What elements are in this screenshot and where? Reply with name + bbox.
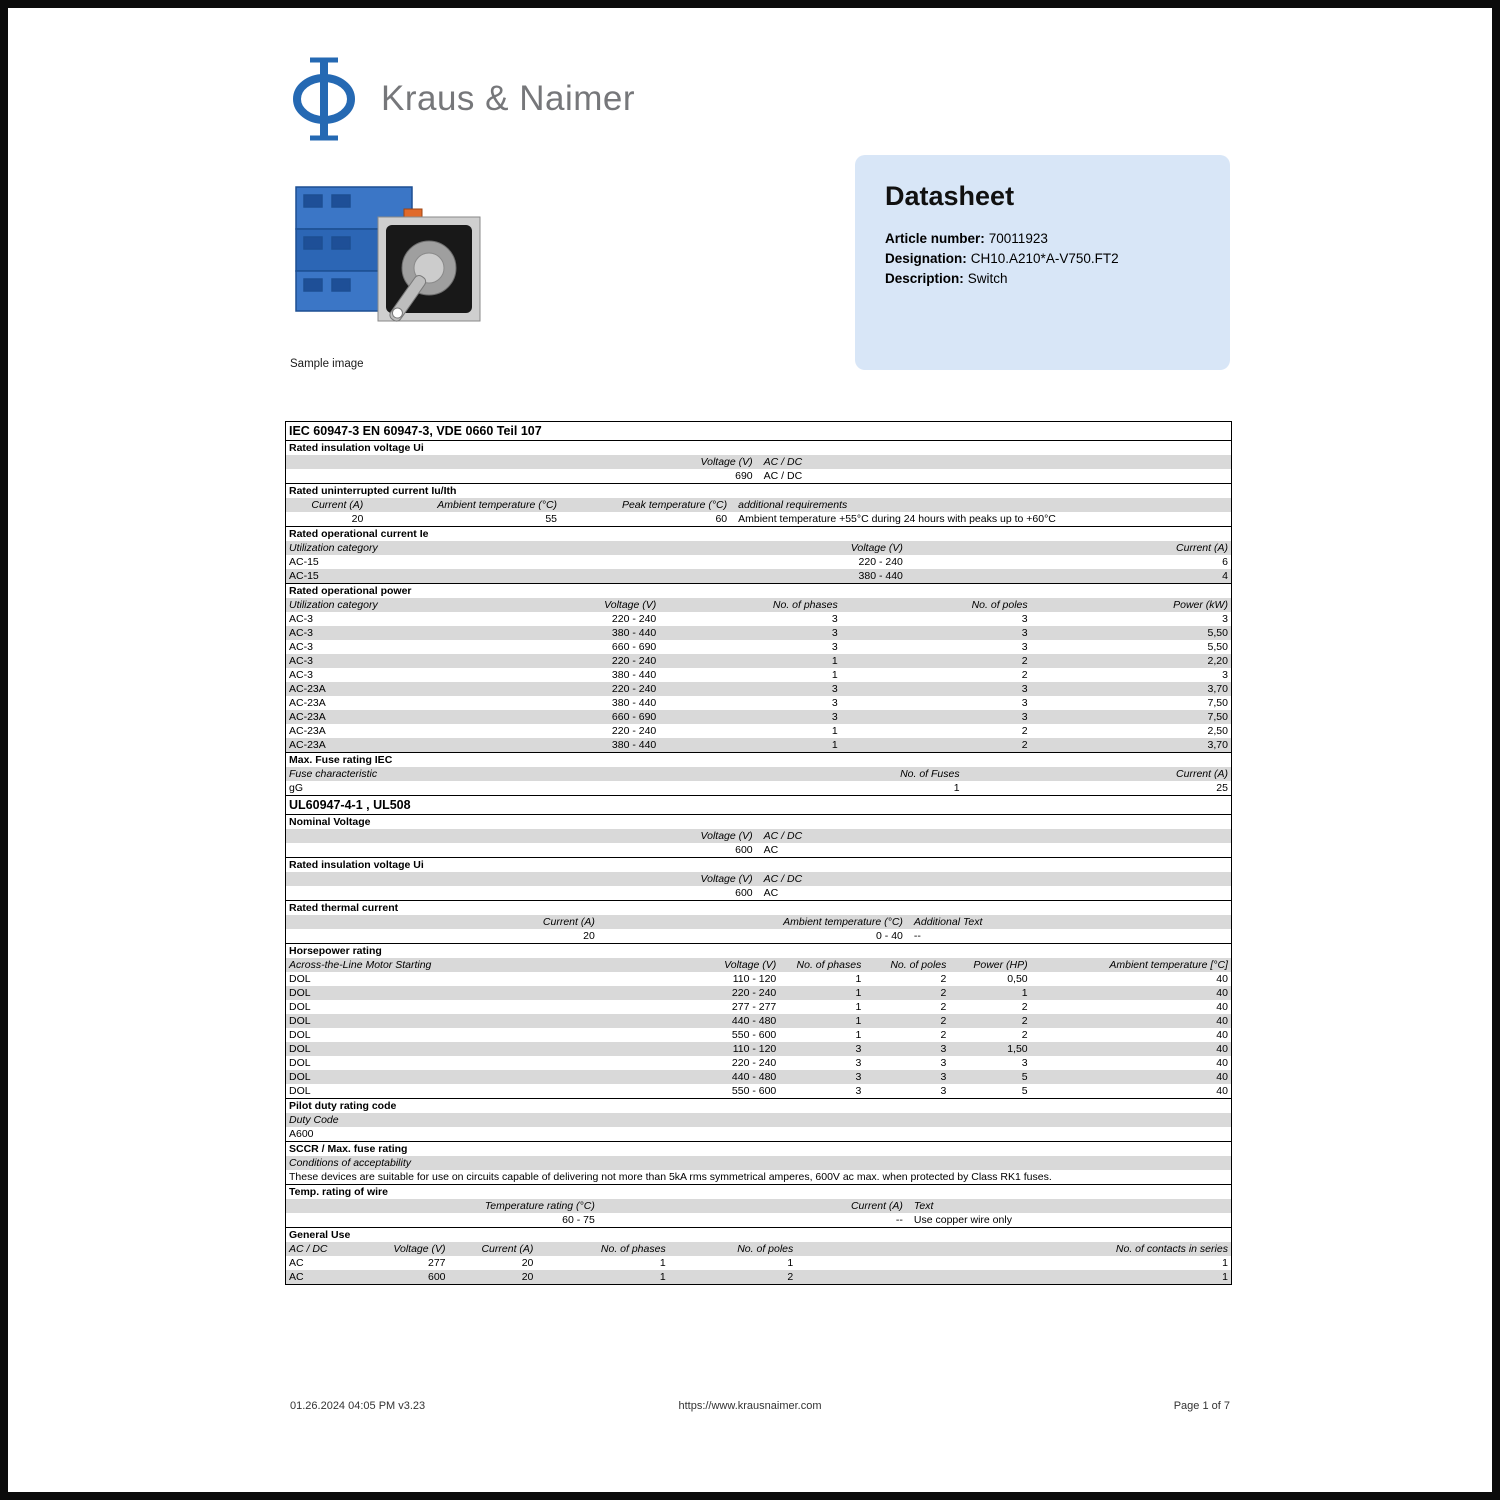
cell: 5,50 (1207, 641, 1228, 653)
cell: Utilization category (289, 542, 378, 554)
cell: 2 (1021, 1015, 1028, 1027)
section-title-row (286, 1098, 1231, 1113)
field-label: Designation: (885, 251, 967, 266)
cell: 7,50 (1207, 697, 1228, 709)
cell: 3 (940, 1043, 947, 1055)
table-row (286, 469, 1231, 483)
cell: 25 (1216, 782, 1228, 794)
cell: No. of Fuses (900, 768, 960, 780)
section-title-row (286, 900, 1231, 915)
cell: 380 - 440 (858, 570, 903, 582)
cell: 40 (1216, 1001, 1228, 1013)
table-row (286, 1213, 1231, 1227)
cell: AC-3 (289, 641, 313, 653)
cell: 3 (1021, 711, 1028, 723)
table-row (286, 1056, 1231, 1070)
cell: 1 (855, 1015, 862, 1027)
cell: 3 (831, 711, 838, 723)
cell: 3,70 (1207, 683, 1228, 695)
cell: 0 - 40 (876, 930, 903, 942)
section-title-row (286, 440, 1231, 455)
cell: 1 (787, 1257, 794, 1269)
cell: AC-23A (289, 725, 326, 737)
cell: 220 - 240 (858, 556, 903, 568)
cell: Ambient temperature [°C] (1109, 959, 1228, 971)
cell: 660 - 690 (611, 711, 657, 723)
cell: General Use (289, 1229, 351, 1241)
cell: 3 (831, 697, 838, 709)
table-row (286, 986, 1231, 1000)
cell: Horsepower rating (289, 945, 382, 957)
cell: AC-3 (289, 669, 313, 681)
column-header-row (286, 455, 1231, 469)
cell: 40 (1216, 1015, 1228, 1027)
table-row (286, 843, 1231, 857)
column-header-row (286, 498, 1231, 512)
cell: 220 - 240 (611, 683, 657, 695)
cell: 1 (855, 987, 862, 999)
section-title-row (286, 752, 1231, 767)
table-row (286, 781, 1231, 795)
cell: DOL (289, 1001, 311, 1013)
cell: 660 - 690 (611, 641, 657, 653)
cell: Fuse characteristic (289, 768, 378, 780)
cell: 600 (428, 1271, 446, 1283)
cell: 1 (831, 739, 838, 751)
cell: AC / DC (763, 830, 803, 842)
page-footer (8, 1400, 1492, 1416)
table-row (286, 696, 1231, 710)
cell: AC (289, 1271, 304, 1283)
cell: Voltage (V) (393, 1243, 446, 1255)
cell: gG (289, 782, 304, 794)
cell: 3 (940, 1057, 947, 1069)
cell: 20 (583, 930, 595, 942)
cell: These devices are suitable for use on circuits capable of delivering not more than 5kA rms symmetrical amperes, 600V ac max. when protected by Class RK1 fuses. (289, 1171, 1052, 1183)
table-row (286, 1170, 1231, 1184)
cell: Rated insulation voltage Ui (289, 442, 424, 454)
column-header-row (286, 541, 1231, 555)
cell: Current (A) (481, 1243, 534, 1255)
column-header-row (286, 872, 1231, 886)
cell: 40 (1216, 987, 1228, 999)
section-title-row (286, 1227, 1231, 1242)
product-image (286, 171, 484, 353)
cell: AC-23A (289, 683, 326, 695)
cell: 3 (1021, 1057, 1028, 1069)
cell: Voltage (V) (700, 456, 753, 468)
cell: 2 (787, 1271, 794, 1283)
cell: Conditions of acceptability (289, 1157, 411, 1169)
cell: 20 (351, 513, 364, 525)
table-row (286, 929, 1231, 943)
cell: DOL (289, 987, 311, 999)
cell: 1 (659, 1271, 666, 1283)
cell: 3 (1021, 627, 1028, 639)
cell: AC-3 (289, 627, 313, 639)
field-value: CH10.A210*A-V750.FT2 (970, 251, 1119, 266)
column-header-row (286, 1113, 1231, 1127)
cell: 1 (855, 973, 862, 985)
cell: 600 (735, 844, 753, 856)
cell: DOL (289, 973, 311, 985)
cell: IEC 60947-3 EN 60947-3, VDE 0660 Teil 107 (289, 424, 542, 438)
cell: Additional Text (913, 916, 983, 928)
cell: AC-3 (289, 613, 313, 625)
cell: 110 - 120 (732, 1043, 777, 1055)
cell: 2 (1021, 1029, 1028, 1041)
cell: 1 (953, 782, 960, 794)
cell: 40 (1216, 1085, 1228, 1097)
cell: 2 (1021, 669, 1028, 681)
cell: Voltage (V) (604, 599, 657, 611)
cell: 3 (831, 683, 838, 695)
cell: AC / DC (289, 1243, 328, 1255)
cell: 3 (1021, 683, 1028, 695)
cell: Power (kW) (1173, 599, 1228, 611)
cell: Temperature rating (°C) (484, 1200, 595, 1212)
column-header-row (286, 767, 1231, 781)
cell: 277 (428, 1257, 446, 1269)
cell: AC-23A (289, 739, 326, 751)
cell: 6 (1222, 556, 1228, 568)
table-row (286, 555, 1231, 569)
table-row (286, 1127, 1231, 1141)
cell: AC / DC (763, 456, 803, 468)
cell: Current (A) (1176, 542, 1228, 554)
cell: 0,50 (1007, 973, 1028, 985)
footer-url[interactable]: https://www.krausnaimer.com (678, 1400, 822, 1412)
cell: 3 (831, 627, 838, 639)
cell: 440 - 480 (731, 1015, 777, 1027)
cell: 277 - 277 (731, 1001, 777, 1013)
cell: AC / DC (763, 873, 803, 885)
cell: Across-the-Line Motor Starting (289, 959, 432, 971)
cell: AC-15 (289, 556, 319, 568)
cell: 55 (545, 513, 558, 525)
kraus-naimer-phi-icon (285, 56, 363, 142)
cell: Ambient temperature +55°C during 24 hours with peaks up to +60°C (738, 513, 1056, 525)
cell: No. of poles (890, 959, 947, 971)
cell: AC-23A (289, 711, 326, 723)
cell: 1 (831, 725, 838, 737)
cell: 4 (1222, 570, 1228, 582)
section-title-row (286, 857, 1231, 872)
cell: Voltage (V) (700, 830, 753, 842)
standard-title-row (286, 795, 1231, 814)
cell: 2 (1021, 655, 1028, 667)
cell: 20 (521, 1271, 534, 1283)
cell: 3,70 (1207, 739, 1228, 751)
table-row (286, 1070, 1231, 1084)
table-row (286, 626, 1231, 640)
cell: Rated thermal current (289, 902, 399, 914)
table-row (286, 886, 1231, 900)
cell: 3 (831, 641, 838, 653)
cell: Text (913, 1200, 934, 1212)
cell: Utilization category (289, 599, 378, 611)
cell: 5 (1021, 1085, 1028, 1097)
cell: 550 - 600 (731, 1085, 777, 1097)
infobox-field-description (885, 269, 1200, 289)
table-row (286, 569, 1231, 583)
table-row (286, 1000, 1231, 1014)
cell: Use copper wire only (913, 1214, 1012, 1226)
table-row (286, 668, 1231, 682)
table-row (286, 654, 1231, 668)
cell: 20 (521, 1257, 534, 1269)
cell: AC-23A (289, 697, 326, 709)
cell: AC (763, 887, 779, 899)
cell: SCCR / Max. fuse rating (289, 1143, 408, 1155)
cell: 220 - 240 (611, 613, 657, 625)
cell: 1 (1021, 987, 1028, 999)
cell: 220 - 240 (731, 1057, 777, 1069)
cell: DOL (289, 1015, 311, 1027)
cell: Rated operational current Ie (289, 528, 429, 540)
datasheet-page (8, 8, 1492, 1492)
cell: AC (289, 1257, 304, 1269)
cell: 1 (831, 669, 838, 681)
cell: 3 (855, 1057, 862, 1069)
table-row (286, 640, 1231, 654)
table-row (286, 972, 1231, 986)
cell: 3 (1021, 697, 1028, 709)
table-row (286, 682, 1231, 696)
table-row (286, 1256, 1231, 1270)
cell: 40 (1216, 1043, 1228, 1055)
cell: Current (A) (850, 1200, 903, 1212)
cell: 380 - 440 (611, 627, 657, 639)
infobox-field-article-number (885, 229, 1200, 249)
cell: No. of phases (600, 1243, 666, 1255)
cell: 1 (1222, 1271, 1228, 1283)
cell: 1 (855, 1029, 862, 1041)
table-row (286, 710, 1231, 724)
table-row (286, 1084, 1231, 1098)
column-header-row (286, 829, 1231, 843)
section-title-row (286, 1184, 1231, 1199)
cell: DOL (289, 1029, 311, 1041)
cell: 110 - 120 (732, 973, 777, 985)
column-header-row (286, 598, 1231, 612)
brand-logo (285, 56, 635, 142)
cell: DOL (289, 1071, 311, 1083)
cell: 3 (855, 1071, 862, 1083)
cell: 220 - 240 (731, 987, 777, 999)
cell: 5 (1021, 1071, 1028, 1083)
cell: 220 - 240 (611, 655, 657, 667)
cell: 7,50 (1207, 711, 1228, 723)
section-title-row (286, 526, 1231, 541)
cell: 1,50 (1007, 1043, 1028, 1055)
cell: 3 (940, 1071, 947, 1083)
cell: No. of phases (772, 599, 838, 611)
cell: UL60947-4-1 , UL508 (289, 798, 411, 812)
field-value: Switch (967, 271, 1008, 286)
cell: 3 (855, 1085, 862, 1097)
cell: 220 - 240 (611, 725, 657, 737)
cell: No. of poles (737, 1243, 794, 1255)
cell: Current (A) (1176, 768, 1228, 780)
cell: 2 (940, 1001, 947, 1013)
table-row (286, 1014, 1231, 1028)
cell: 2 (940, 1029, 947, 1041)
cell: AC-15 (289, 570, 319, 582)
cell: 2 (1021, 1001, 1028, 1013)
table-row (286, 1042, 1231, 1056)
cell: 380 - 440 (611, 697, 657, 709)
infobox-field-designation (885, 249, 1200, 269)
cell: 2 (940, 987, 947, 999)
section-title-row (286, 1141, 1231, 1156)
cell: 2,20 (1207, 655, 1228, 667)
cell: Voltage (V) (700, 873, 753, 885)
switch-illustration (286, 171, 484, 353)
infobox (855, 155, 1230, 370)
brand-name: Kraus & Naimer (381, 79, 636, 118)
footer-timestamp: 01.26.2024 04:05 PM v3.23 (290, 1400, 426, 1412)
cell: 380 - 440 (611, 669, 657, 681)
cell: A600 (289, 1128, 314, 1140)
cell: additional requirements (738, 499, 848, 511)
cell: 3 (855, 1043, 862, 1055)
section-title-row (286, 814, 1231, 829)
table-row (286, 512, 1231, 526)
table-row (286, 724, 1231, 738)
cell: No. of contacts in series (1115, 1243, 1228, 1255)
table-row (286, 1270, 1231, 1284)
cell: 40 (1216, 1071, 1228, 1083)
cell: -- (913, 930, 921, 942)
cell: 60 - 75 (562, 1214, 595, 1226)
cell: 2,50 (1207, 725, 1228, 737)
cell: AC / DC (763, 470, 803, 482)
cell: 2 (1021, 739, 1028, 751)
table-row (286, 612, 1231, 626)
field-label: Article number: (885, 231, 985, 246)
cell: Max. Fuse rating IEC (289, 754, 393, 766)
cell: 40 (1216, 1057, 1228, 1069)
column-header-row (286, 1199, 1231, 1213)
infobox-title: Datasheet (885, 181, 1015, 211)
cell: Temp. rating of wire (289, 1186, 388, 1198)
cell: Voltage (V) (850, 542, 903, 554)
cell: -- (895, 1214, 903, 1226)
cell: 40 (1216, 1029, 1228, 1041)
spec-table (285, 421, 1232, 1285)
cell: 550 - 600 (731, 1029, 777, 1041)
cell: 1 (1222, 1257, 1228, 1269)
cell: 690 (735, 470, 753, 482)
column-header-row (286, 915, 1231, 929)
field-value: 70011923 (988, 231, 1048, 246)
cell: 380 - 440 (611, 739, 657, 751)
cell: 40 (1216, 973, 1228, 985)
table-row (286, 1028, 1231, 1042)
cell: 3 (831, 613, 838, 625)
cell: No. of phases (796, 959, 862, 971)
cell: 1 (855, 1001, 862, 1013)
cell: 600 (735, 887, 753, 899)
field-label: Description: (885, 271, 964, 286)
cell: DOL (289, 1085, 311, 1097)
cell: Pilot duty rating code (289, 1100, 397, 1112)
cell: 2 (1021, 725, 1028, 737)
cell: DOL (289, 1043, 311, 1055)
cell: No. of poles (971, 599, 1028, 611)
cell: Ambient temperature (°C) (437, 499, 558, 511)
section-title-row (286, 583, 1231, 598)
cell: 1 (659, 1257, 666, 1269)
cell: Duty Code (289, 1114, 339, 1126)
cell: 3 (940, 1085, 947, 1097)
cell: Rated uninterrupted current Iu/Ith (289, 485, 457, 497)
cell: AC-3 (289, 655, 313, 667)
cell: 440 - 480 (731, 1071, 777, 1083)
footer-page-number: Page 1 of 7 (1173, 1400, 1230, 1412)
cell: DOL (289, 1057, 311, 1069)
cell: Rated insulation voltage Ui (289, 859, 424, 871)
cell: Peak temperature (°C) (621, 499, 728, 511)
column-header-row (286, 958, 1231, 972)
sample-image-caption: Sample image (290, 358, 364, 370)
cell: 1 (831, 655, 838, 667)
cell: 3 (1222, 669, 1228, 681)
section-title-row (286, 483, 1231, 498)
cell: Current (A) (542, 916, 595, 928)
cell: 5,50 (1207, 627, 1228, 639)
cell: 2 (940, 1015, 947, 1027)
cell: 2 (940, 973, 947, 985)
standard-title-row (286, 422, 1231, 440)
cell: 3 (1021, 613, 1028, 625)
section-title-row (286, 943, 1231, 958)
column-header-row (286, 1242, 1231, 1256)
cell: AC (763, 844, 779, 856)
cell: 60 (715, 513, 728, 525)
cell: Ambient temperature (°C) (783, 916, 903, 928)
table-row (286, 738, 1231, 752)
cell: Rated operational power (289, 585, 412, 597)
cell: Current (A) (311, 499, 364, 511)
cell: Nominal Voltage (289, 816, 371, 828)
cell: Power (HP) (973, 959, 1028, 971)
cell: 3 (1222, 613, 1228, 625)
cell: 3 (1021, 641, 1028, 653)
column-header-row (286, 1156, 1231, 1170)
cell: Voltage (V) (724, 959, 777, 971)
